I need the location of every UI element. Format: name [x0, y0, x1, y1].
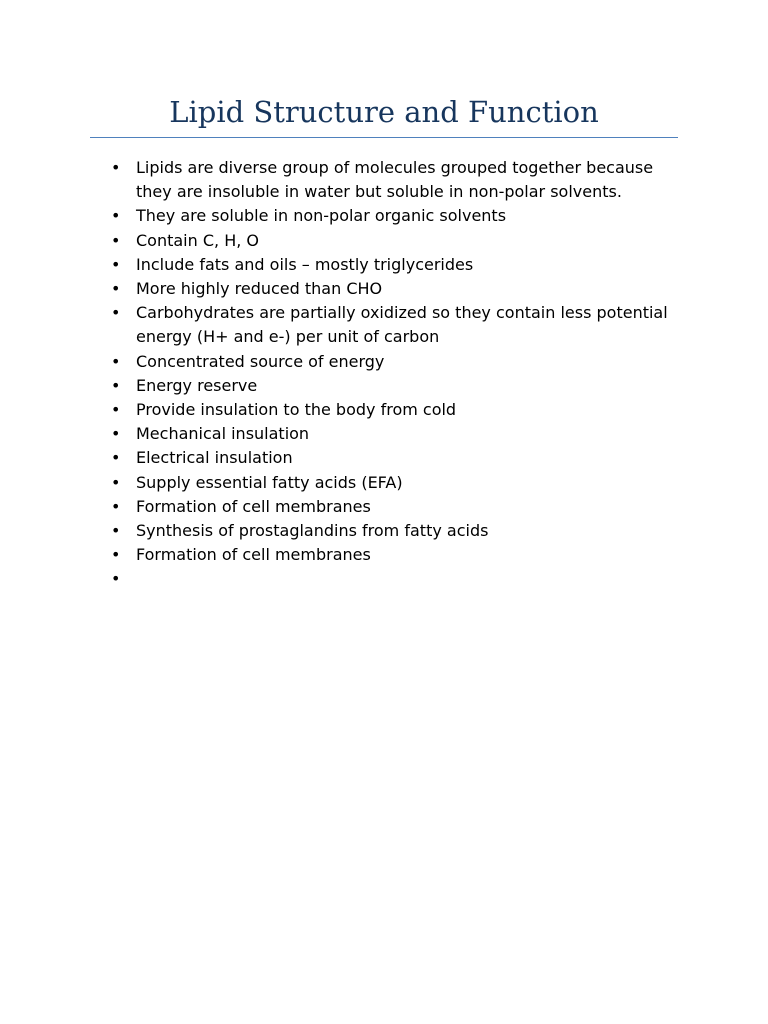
list-item-text: Concentrated source of energy	[136, 351, 385, 371]
bullet-point-icon: •	[111, 303, 121, 323]
list-item	[108, 543, 678, 567]
title-underline	[90, 137, 678, 138]
list-item-text: Energy reserve	[136, 375, 258, 395]
bullet-point-icon: •	[111, 254, 121, 274]
bullet-point-icon: •	[111, 375, 121, 395]
list-item-text	[136, 567, 678, 591]
list-item	[108, 495, 678, 519]
list-item-text: Formation of cell membranes	[136, 545, 371, 565]
bullet-point-icon: •	[111, 400, 121, 420]
page-title: Lipid Structure and Function	[169, 95, 599, 129]
bullet-point-icon: •	[111, 158, 121, 177]
list-item-text: They are soluble in non-polar organic solvents	[136, 206, 507, 226]
list-item	[108, 204, 678, 228]
bullet-point-icon: •	[111, 206, 121, 226]
list-item	[108, 374, 678, 398]
list-item	[108, 398, 678, 422]
bullet-point-icon: •	[111, 279, 121, 299]
list-item	[108, 277, 678, 301]
list-item-text: Formation of cell membranes	[136, 496, 371, 516]
list-item-text: Lipids are diverse group of molecules grouped together because they are insoluble in water but soluble in non-polar solvents.	[136, 158, 654, 202]
list-item	[108, 350, 678, 374]
bullet-point-icon: •	[111, 230, 121, 250]
list-item	[108, 567, 678, 591]
bullet-point-icon: •	[111, 448, 121, 468]
list-item-text: Include fats and oils – mostly triglycerides	[136, 254, 474, 274]
list-item	[108, 519, 678, 543]
bullet-point-icon: •	[111, 351, 121, 371]
bullet-point-icon: •	[111, 521, 121, 541]
bullet-point-icon: •	[111, 472, 121, 492]
list-item	[108, 253, 678, 277]
list-item-text: Mechanical insulation	[136, 424, 310, 444]
list-item	[108, 156, 678, 204]
bullet-point-icon: •	[111, 496, 121, 516]
list-item-text: Carbohydrates are partially oxidized so they contain less potential energy (H+ and e-) per unit of carbon	[136, 303, 668, 347]
list-item-text: Electrical insulation	[136, 448, 293, 468]
list-item	[108, 446, 678, 470]
bullet-point-icon: •	[111, 569, 121, 589]
bullet-point-icon: •	[111, 545, 121, 565]
list-item	[108, 229, 678, 253]
list-item-text: Provide insulation to the body from cold	[136, 400, 457, 420]
list-item	[108, 471, 678, 495]
list-item-text: Synthesis of prostaglandins from fatty acids	[136, 521, 489, 541]
bullet-list	[108, 156, 678, 592]
list-item-text: More highly reduced than CHO	[136, 279, 383, 299]
list-item	[108, 301, 678, 349]
bullet-point-icon: •	[111, 424, 121, 444]
list-item-text: Supply essential fatty acids (EFA)	[136, 472, 403, 492]
list-item-text: Contain C, H, O	[136, 230, 259, 250]
list-item	[108, 422, 678, 446]
